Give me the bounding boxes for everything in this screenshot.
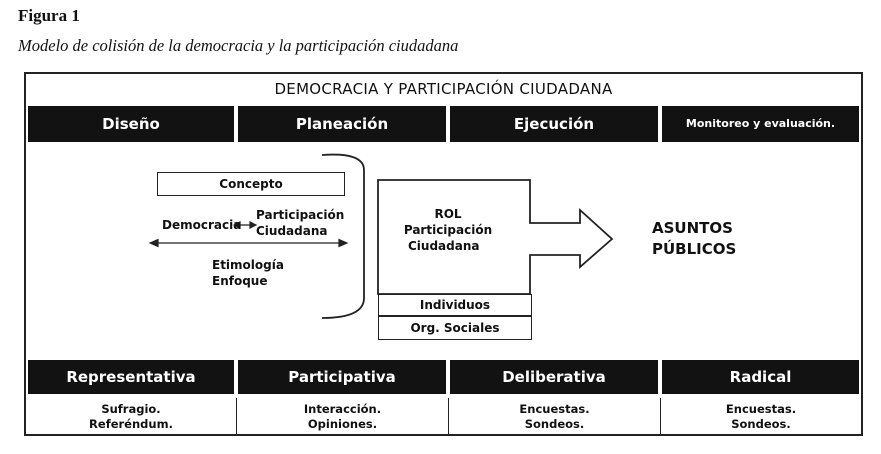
desc-representativa xyxy=(26,398,236,436)
figure-label: Figura 1 xyxy=(18,6,80,25)
desc-deliberativa xyxy=(448,398,660,436)
concepto-label: Concepto xyxy=(219,177,283,191)
desc-line: Sufragio. xyxy=(101,402,161,416)
desc-line: Sondeos. xyxy=(731,417,791,431)
desc-line: Sondeos. xyxy=(524,417,585,431)
type-deliberativa: Deliberativa xyxy=(448,358,660,396)
phase-diseno: Diseño xyxy=(26,104,236,144)
individuos-label: Individuos xyxy=(419,298,491,312)
asuntos-publicos-line2: PÚBLICOS xyxy=(652,240,737,258)
etimologia-label: Etimología xyxy=(212,258,284,272)
desc-line: Referéndum. xyxy=(89,417,173,431)
rol-ciudadana-label: Ciudadana xyxy=(408,239,480,253)
asuntos-publicos-line1: ASUNTOS xyxy=(652,219,733,237)
phase-monitoreo: Monitoreo y evaluación. xyxy=(660,104,861,144)
enfoque-label: Enfoque xyxy=(212,274,268,288)
desc-line: Encuestas. xyxy=(725,402,797,416)
desc-line: Interacción. xyxy=(303,402,382,416)
type-radical: Radical xyxy=(660,358,861,396)
desc-line: Encuestas. xyxy=(519,402,590,416)
desc-line: Opiniones. xyxy=(307,417,378,431)
figure-title: Modelo de colisión de la democracia y la participación ciudadana xyxy=(18,36,459,55)
type-representativa: Representativa xyxy=(26,358,236,396)
org-sociales-label: Org. Sociales xyxy=(410,321,500,335)
democracia-label: Democracia xyxy=(162,218,242,232)
participacion-label-2: Ciudadana xyxy=(256,224,328,238)
type-participativa: Participativa xyxy=(236,358,448,396)
phase-ejecucion: Ejecución xyxy=(448,104,660,144)
double-arrow xyxy=(150,240,347,247)
rol-arrow xyxy=(378,180,612,294)
desc-participativa xyxy=(236,398,448,436)
participacion-label-1: Participación xyxy=(256,208,345,222)
rol-label: ROL xyxy=(434,207,462,221)
desc-radical xyxy=(660,398,861,436)
rol-participacion-label: Participación xyxy=(403,223,493,237)
phase-planeacion: Planeación xyxy=(236,104,448,144)
diagram-title: DEMOCRACIA Y PARTICIPACIÓN CIUDADANA xyxy=(274,80,613,98)
